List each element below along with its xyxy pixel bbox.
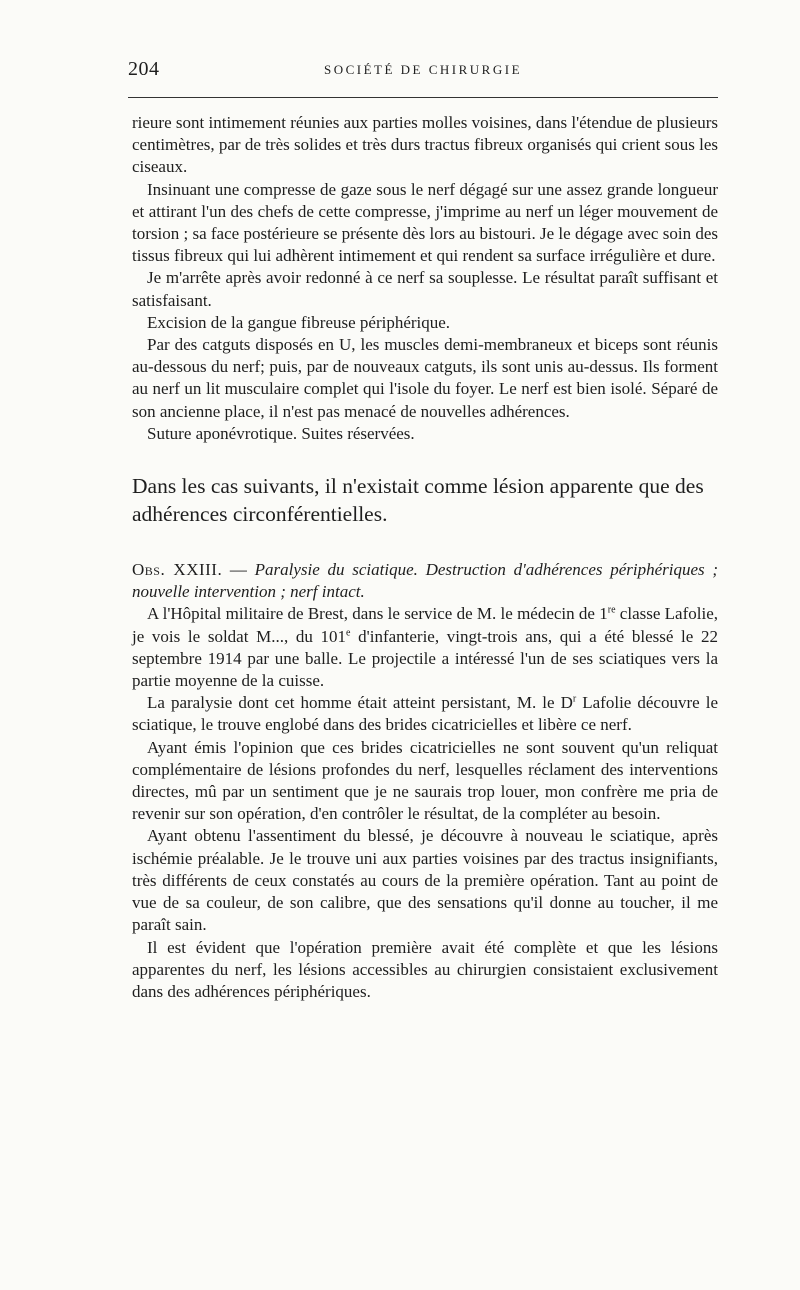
running-title: SOCIÉTÉ DE CHIRURGIE: [323, 62, 523, 77]
page-header: [128, 58, 718, 88]
paragraph: Excision de la gangue fibreuse périphérique.: [147, 312, 451, 332]
text-run: A l'Hôpital militaire de Brest, dans le service de M. le médecin de 1: [147, 604, 608, 624]
observation-title: [132, 559, 718, 603]
body-text: [132, 112, 718, 1003]
paragraph: Il est évident que l'opération première avait été complète et que les lésions apparentes du nerf, les lésions accessibles au chirurgien consistaient exclusivement dans des adhérences périphériques.: [132, 937, 718, 1001]
paragraph: Ayant émis l'opinion que ces brides cicatricielles ne sont souvent qu'un reliquat complémentaire de lésions profondes du nerf, lesquelles réclament des interventions directes, mû par un sentiment que je ne saurais trop louer, mon confrère me pria de revenir sur son opération, d'en contrôler le résultat, de la compléter au besoin.: [132, 737, 718, 824]
superscript: re: [607, 604, 616, 616]
section-subheading: Dans les cas suivants, il n'existait comme lésion apparente que des adhérences circonférentielles.: [132, 474, 704, 527]
paragraph: Ayant obtenu l'assentiment du blessé, je découvre à nouveau le sciatique, après ischémie préalable. Je le trouve uni aux parties voisines par des tractus insignifiants, très différents de ceux constatés au cours de la première opération. Tant au point de vue de sa couleur, de son calibre, que des sensations qu'il donne au toucher, il me paraît sain.: [132, 826, 718, 935]
text-run: d'infanterie, vingt-trois ans, qui a été blessé le 22 septembre 1914 par une balle. Le projectile a intéressé l'un de ses sciatiques vers la partie moyenne de la cuisse.: [132, 626, 718, 691]
page-number: 204: [128, 58, 160, 80]
paragraph: rieure sont intimement réunies aux parties molles voisines, dans l'étendue de plusieurs centimètres, par de très solides et très durs tractus fibreux organisés qui crient sous les ciseaux.: [132, 113, 718, 177]
text-run: classe Lafolie, je vois le soldat M..., du 101: [132, 604, 718, 646]
observation-label: Obs. XXIII.: [132, 560, 223, 580]
observation-dash: —: [222, 560, 255, 580]
paragraph: [132, 603, 718, 692]
header-rule: [128, 97, 718, 98]
paragraph: Suture aponévrotique. Suites réservées.: [147, 423, 415, 443]
observation-description: Paralysie du sciatique. Destruction d'adhérences périphériques ; nouvelle intervention ; nerf intact.: [132, 560, 719, 602]
paragraph: Je m'arrête après avoir redonné à ce nerf sa souplesse. Le résultat paraît suffisant et satisfaisant.: [132, 268, 718, 310]
paragraph: Insinuant une compresse de gaze sous le nerf dégagé sur une assez grande longueur et attirant l'un des chefs de cette compresse, j'imprime au nerf un léger mouvement de torsion ; sa face postérieure se présente dès lors au bistouri. Je le dégage avec soin des tissus fibreux qui lui adhèrent intimement et qui rendent sa surface irrégulière et dure.: [132, 179, 718, 266]
paragraph: Par des catguts disposés en U, les muscles demi-membraneux et biceps sont réunis au-dessous du nerf; puis, par de nouveaux catguts, ils sont unis au-dessus. Ils forment au nerf un lit musculaire complet qui l'isole du foyer. Le nerf est bien isolé. Séparé de son ancienne place, il n'est pas menacé de nouvelles adhérences.: [132, 335, 718, 421]
superscript: r: [572, 693, 577, 705]
superscript: e: [346, 627, 351, 638]
paragraph: [132, 692, 718, 736]
text-run: La paralysie dont cet homme était atteint persistant, M. le D: [147, 693, 573, 713]
text-run: Lafolie découvre le sciatique, le trouve englobé dans des brides cicatricielles et libère ce nerf.: [132, 693, 718, 735]
